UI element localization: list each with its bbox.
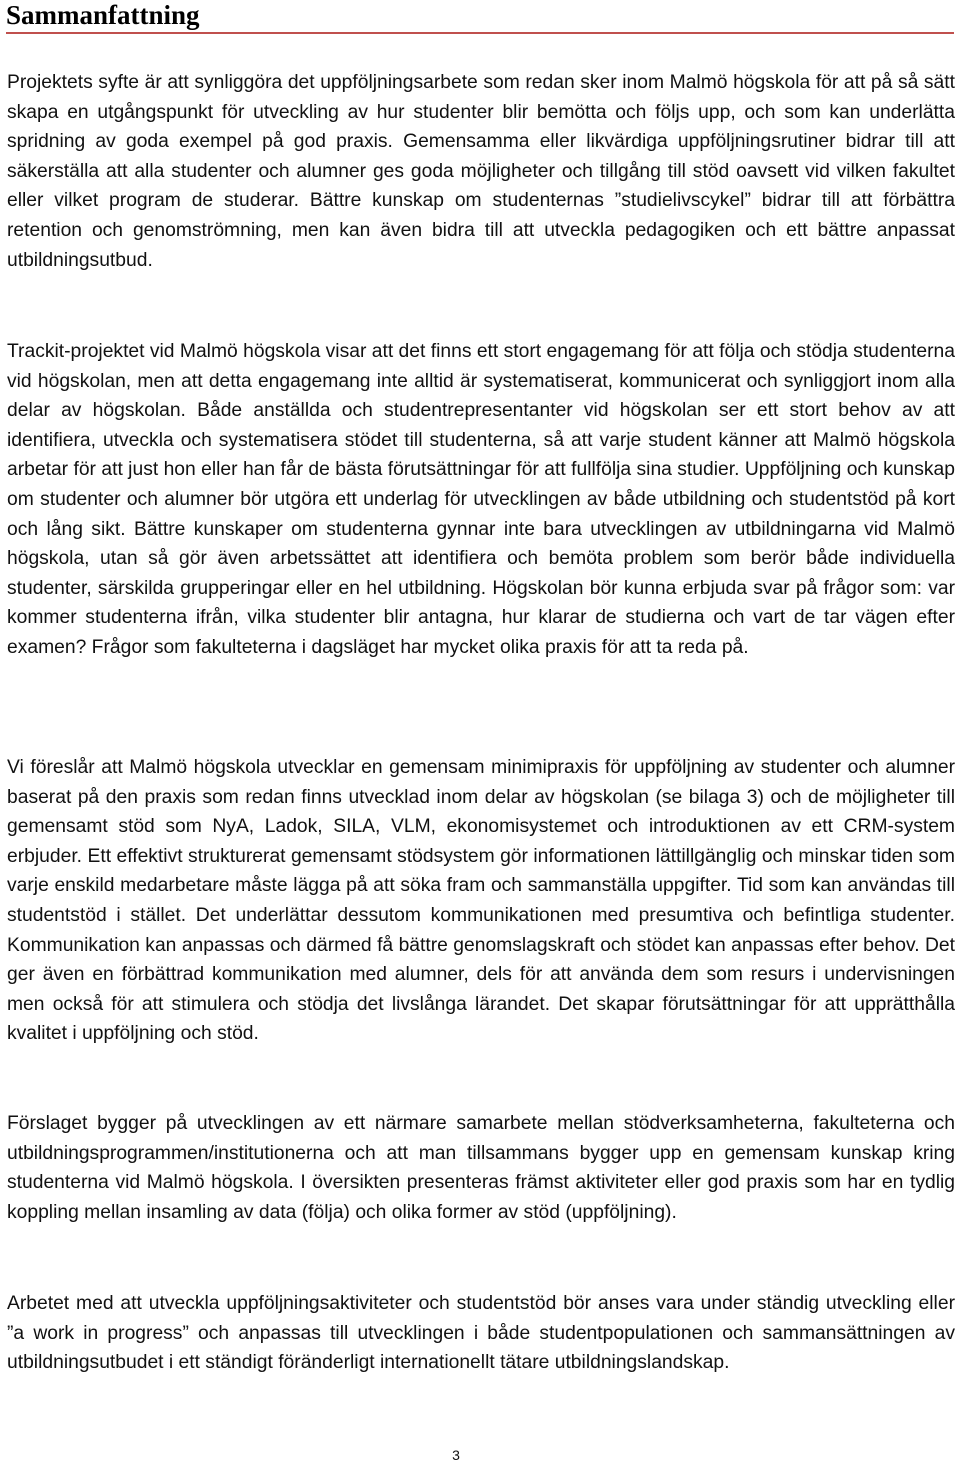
page-number: 3	[452, 1447, 460, 1463]
page-title: Sammanfattning	[6, 0, 200, 30]
paragraph-trackit: Trackit-projektet vid Malmö högskola visar att det finns ett stort engagemang för att följa och stödja studenterna vid högskolan, men att detta engagemang inte alltid är systematiserat, kommunicerat och synliggjort inom alla delar av högskolan. Både anställda och studentrepresentanter vid högskolan ser ett stort behov av att identifiera, utveckla och systematisera stödet till studenterna, så att varje student känner att Malmö högskola arbetar för att just hon eller han får de bästa förutsättningar för att fullfölja sina studier. Uppföljning och kunskap om studenter och alumner bör utgöra ett underlag för utvecklingen av både utbildning och studentstöd på kort och lång sikt. Bättre kunskaper om studenterna gynnar inte bara utvecklingen av utbildningarna vid Malmö högskola, utan så gör även arbetssättet att identifiera och bemöta problem som berör både individuella studenter, särskilda grupperingar eller en hel utbildning. Högskolan bör kunna erbjuda svar på frågor som: var kommer studenterna ifrån, vilka studenter blir antagna, hur klarar de studierna och vart de tar vägen efter examen? Frågor som fakulteterna i dagsläget har mycket olika praxis för att ta reda på.	[7, 341, 955, 658]
paragraph-proposal: Vi föreslår att Malmö högskola utvecklar en gemensam minimipraxis för uppföljning av studenter och alumner baserat på den praxis som redan finns utvecklad inom delar av högskolan (se bilaga 3) och de möjligheter till gemensamt stöd som NyA, Ladok, SILA, VLM, ekonomisystemet och introduktionen av ett CRM-system erbjuder. Ett effektivt strukturerat gemensamt stödsystem gör informationen lättillgänglig och minskar tiden som varje enskild medarbetare måste lägga på att söka fram och sammanställa uppgifter. Tid som kan användas till studentstöd i stället. Det underlättar dessutom kommunikationen med presumtiva och befintliga studenter. Kommunikation kan anpassas och därmed få bättre genomslagskraft och stödet kan anpassas efter behov. Det ger även en förbättrad kommunikation med alumner, dels för att använda dem som resurs i undervisningen men också för att stimulera och stödja det livslånga lärandet. Det skapar förutsättningar för att upprätthålla kvalitet i uppföljning och stöd.	[7, 757, 955, 1045]
paragraph-purpose: Projektets syfte är att synliggöra det uppföljningsarbete som redan sker inom Malmö högskola för att på så sätt skapa en utgångspunkt för utveckling av hur studenter blir bemötta och följs upp, och som kan underlätta spridning av goda exempel på god praxis. Gemensamma eller likvärdiga uppföljningsrutiner bidrar till att säkerställa att alla studenter och alumner ges goda möjligheter och tillgång till stöd oavsett vid vilken fakultet eller vilket program de studerar. Bättre kunskap om studenternas ”studielivscykel” bidrar till att förbättra retention och genomströmning, men kan även bidra till att utveckla pedagogiken och ett bättre anpassat utbildningsutbud.	[7, 72, 955, 271]
paragraph-collaboration: Förslaget bygger på utvecklingen av ett närmare samarbete mellan stödverksamheterna, fakulteterna och utbildningsprogrammen/institutionerna och att man tillsammans bygger upp en gemensam kunskap kring studenterna vid Malmö högskola. I översikten presenteras främst aktiviteter eller god praxis som har en tydlig koppling mellan insamling av data (följa) och olika former av stöd (uppföljning).	[7, 1113, 955, 1223]
heading-underline	[6, 32, 954, 34]
paragraph-work-in-progress: Arbetet med att utveckla uppföljningsaktiviteter och studentstöd bör anses vara under ständig utveckling eller ”a work in progress” och anpassas till utvecklingen i både studentpopulationen och sammansättningen av utbildningsutbudet i ett ständigt föränderligt internationellt tätare utbildningslandskap.	[7, 1293, 955, 1374]
